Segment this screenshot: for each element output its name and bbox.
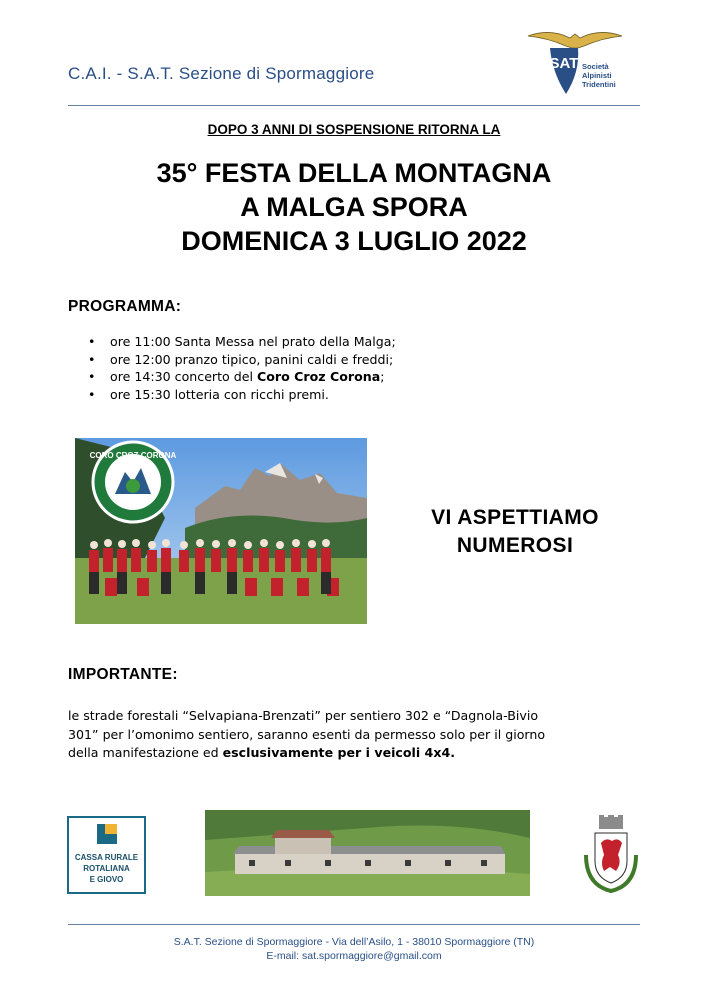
program-item: • ore 12:00 pranzo tipico, panini caldi e freddi; xyxy=(88,351,396,369)
footer-divider xyxy=(68,924,640,925)
program-item-bold: Coro Croz Corona xyxy=(257,369,381,384)
sat-logo-line: Società xyxy=(582,62,609,71)
event-title xyxy=(0,156,708,258)
footer-address: S.A.T. Sezione di Spormaggiore - Via dell’Asilo, 1 - 38010 Spormaggiore (TN) xyxy=(173,936,535,948)
importante-body xyxy=(68,707,648,763)
importante-text: della manifestazione ed xyxy=(68,745,223,760)
importante-line xyxy=(68,744,648,763)
program-item-text: ; xyxy=(380,369,385,384)
event-title-line: DOMENICA 3 LUGLIO 2022 xyxy=(181,226,527,256)
sat-logo-line: Tridentini xyxy=(582,80,616,89)
cassa-logo-text xyxy=(69,852,144,885)
program-item: • ore 15:30 lotteria con ricchi premi. xyxy=(88,386,396,404)
announcement-subtitle: DOPO 3 ANNI DI SOSPENSIONE RITORNA LA xyxy=(207,122,501,137)
sat-logo-line: Alpinisti xyxy=(582,71,612,80)
program-item xyxy=(88,368,396,386)
malga-photo xyxy=(205,810,530,896)
choir-badge-text: CORO CROZ CORONA xyxy=(89,451,177,460)
cassa-line: CASSA RURALE xyxy=(74,853,139,862)
header-divider xyxy=(68,105,640,106)
choir-photo xyxy=(75,438,367,624)
comune-crest-icon xyxy=(582,815,640,895)
importante-line: le strade forestali “Selvapiana-Brenzati” per sentiero 302 e “Dagnola-Bivio xyxy=(68,708,539,723)
programma-heading: PROGRAMMA: xyxy=(68,298,182,315)
program-item-text: ore 14:30 concerto del xyxy=(110,369,258,384)
invite-line: VI ASPETTIAMO xyxy=(431,506,599,529)
sat-logo-caption xyxy=(582,62,616,89)
importante-heading: IMPORTANTE: xyxy=(68,666,178,683)
footer-email: E-mail: sat.spormaggiore@gmail.com xyxy=(266,950,442,962)
invite-line: NUMEROSI xyxy=(456,534,574,557)
header-org-name: C.A.I. - S.A.T. Sezione di Spormaggiore xyxy=(68,64,375,83)
cassa-logo-accent xyxy=(105,824,117,834)
cassa-line: ROTALIANA xyxy=(83,864,130,873)
program-item: • ore 11:00 Santa Messa nel prato della Malga; xyxy=(88,333,396,351)
event-title-line: A MALGA SPORA xyxy=(240,192,468,222)
event-title-line: 35° FESTA DELLA MONTAGNA xyxy=(156,158,552,188)
cassa-line: E GIOVO xyxy=(89,875,124,884)
program-list xyxy=(88,333,396,403)
cassa-rurale-logo xyxy=(67,816,146,894)
importante-line: 301” per l’omonimo sentiero, saranno esenti da permesso solo per il giorno xyxy=(68,726,546,742)
importante-bold: esclusivamente per i veicoli 4x4. xyxy=(222,745,455,760)
sat-logo-letters: SAT xyxy=(549,55,579,72)
invite-message xyxy=(380,504,650,560)
